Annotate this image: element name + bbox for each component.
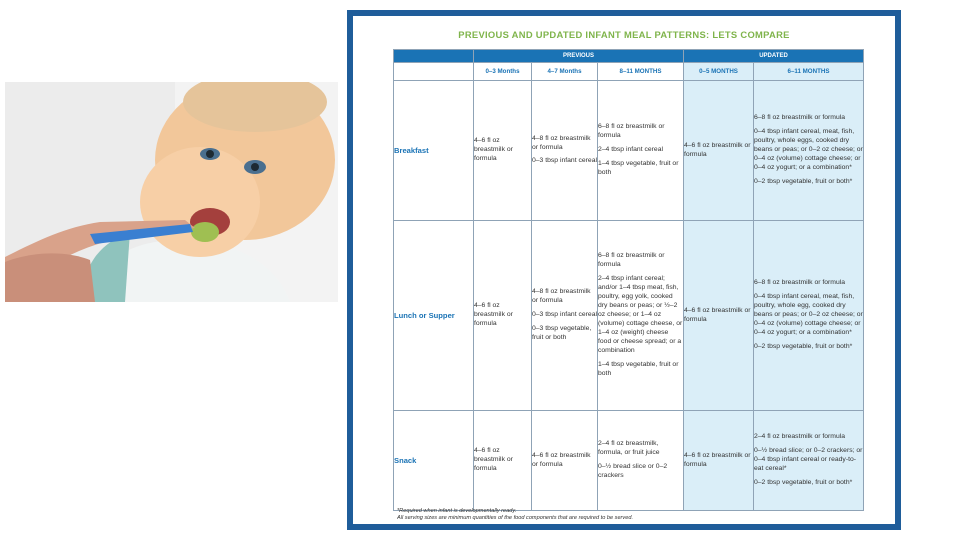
document-title: PREVIOUS AND UPDATED INFANT MEAL PATTERNS: LETS COMPARE	[458, 29, 790, 40]
serving-text: 2–4 tbsp infant cereal	[598, 146, 663, 154]
serving-text: 0–3 tbsp infant cereal	[532, 311, 597, 319]
header-prev-0-3: 0–3 Months	[474, 63, 532, 81]
serving-text: 4–6 fl oz breastmilk or formula	[532, 451, 591, 468]
meal-pattern-table	[393, 49, 864, 511]
serving-text: 4–8 fl oz breastmilk or formula	[532, 134, 591, 151]
serving-text: 2–4 tbsp infant cereal; and/or 1–4 tbsp meat, fish, poultry, egg yolk, cooked dry beans or peas; or ½–2 oz cheese; or 1–4 oz (volume) cottage cheese, or 1–4 oz (weight) cheese food or cheese spread; or a combination	[598, 275, 683, 354]
serving-text: 4–8 fl oz breastmilk or formula	[532, 288, 591, 305]
serving-text: 4–6 fl oz breastmilk or formula	[474, 447, 513, 472]
header-prev-4-7: 4–7 Months	[532, 63, 598, 81]
serving-text: 4–6 fl oz breastmilk or formula	[474, 302, 513, 327]
header-upd-6-11: 6–11 MONTHS	[754, 63, 864, 81]
footnote-required: *Required when infant is developmentally ready.	[397, 508, 517, 514]
updated-group-header: UPDATED	[684, 50, 864, 63]
group-header-row	[394, 50, 864, 63]
cell-upd-0-5	[684, 411, 754, 511]
cell-prev-8-11	[598, 411, 684, 511]
empty-subheader-cell	[394, 63, 474, 81]
cell-upd-6-11	[754, 81, 864, 221]
serving-text: 0–½ bread slice; or 0–2 crackers; or 0–4 tbsp infant cereal or ready-to-eat cereal*	[754, 447, 863, 472]
cell-upd-6-11	[754, 221, 864, 411]
serving-text: 0–4 tbsp infant cereal, meat, fish, poultry, whole eggs, cooked dry beans or peas; or 0–2 oz cheese; or 0–4 oz (volume) cottage cheese; or 0–4 oz yogurt; or a combination*	[754, 128, 863, 171]
infant-meal-pattern-document	[347, 10, 901, 530]
cell-prev-4-7	[532, 81, 598, 221]
serving-text: 0–2 tbsp vegetable, fruit or both*	[754, 177, 853, 185]
previous-group-header: PREVIOUS	[474, 50, 684, 63]
serving-text: 0–2 tbsp vegetable, fruit or both*	[754, 478, 853, 486]
table-row-lunch-or-supper	[394, 221, 864, 411]
serving-text: 4–6 fl oz breastmilk or formula	[684, 306, 751, 323]
empty-header-cell	[394, 50, 474, 63]
cell-upd-0-5	[684, 81, 754, 221]
serving-text: 0–3 tbsp infant cereal	[532, 157, 597, 165]
serving-text: 0–2 tbsp vegetable, fruit or both*	[754, 342, 853, 350]
baby-feeding-photo	[5, 82, 338, 302]
document-sheet	[353, 16, 895, 524]
header-prev-8-11: 8–11 MONTHS	[598, 63, 684, 81]
serving-text: 6–8 fl oz breastmilk or formula	[754, 279, 846, 287]
meal-label: Snack	[394, 411, 474, 511]
serving-text: 4–6 fl oz breastmilk or formula	[684, 451, 751, 468]
cell-prev-0-3	[474, 221, 532, 411]
cell-prev-8-11	[598, 221, 684, 411]
meal-label: Lunch or Supper	[394, 221, 474, 411]
serving-text: 0–4 tbsp infant cereal, meat, fish, poultry, whole egg, cooked dry beans or peas; or 0–2 oz cheese; or 0–4 oz (volume) cottage cheese; or 0–4 oz yogurt; or a combination*	[754, 293, 863, 336]
serving-text: 0–3 tbsp vegetable, fruit or both	[532, 324, 592, 341]
cell-prev-0-3	[474, 81, 532, 221]
cell-upd-6-11	[754, 411, 864, 511]
serving-text: 4–6 fl oz breastmilk or formula	[474, 137, 513, 162]
table-row-breakfast	[394, 81, 864, 221]
header-upd-0-5: 0–5 MONTHS	[684, 63, 754, 81]
meal-label: Breakfast	[394, 81, 474, 221]
cell-prev-8-11	[598, 81, 684, 221]
serving-text: 6–8 fl oz breastmilk or formula	[598, 252, 665, 269]
serving-text: 2–4 fl oz breastmilk, formula, or fruit juice	[598, 440, 660, 457]
cell-upd-0-5	[684, 221, 754, 411]
serving-text: 1–4 tbsp vegetable, fruit or both	[598, 159, 679, 176]
serving-text: 6–8 fl oz breastmilk or formula	[754, 114, 846, 122]
serving-text: 6–8 fl oz breastmilk or formula	[598, 123, 665, 140]
table-row-snack	[394, 411, 864, 511]
serving-text: 0–½ bread slice or 0–2 crackers	[598, 463, 668, 479]
footnotes	[397, 508, 877, 523]
age-header-row	[394, 63, 864, 81]
cell-prev-0-3	[474, 411, 532, 511]
cell-prev-4-7	[532, 221, 598, 411]
serving-text: 1–4 tbsp vegetable, fruit or both	[598, 360, 679, 377]
serving-text: 4–6 fl oz breastmilk or formula	[684, 141, 751, 158]
cell-prev-4-7	[532, 411, 598, 511]
footnote-serving-sizes: All serving sizes are minimum quantities of the food components that are required to be served.	[397, 515, 633, 522]
serving-text: 2–4 fl oz breastmilk or formula	[754, 433, 846, 441]
